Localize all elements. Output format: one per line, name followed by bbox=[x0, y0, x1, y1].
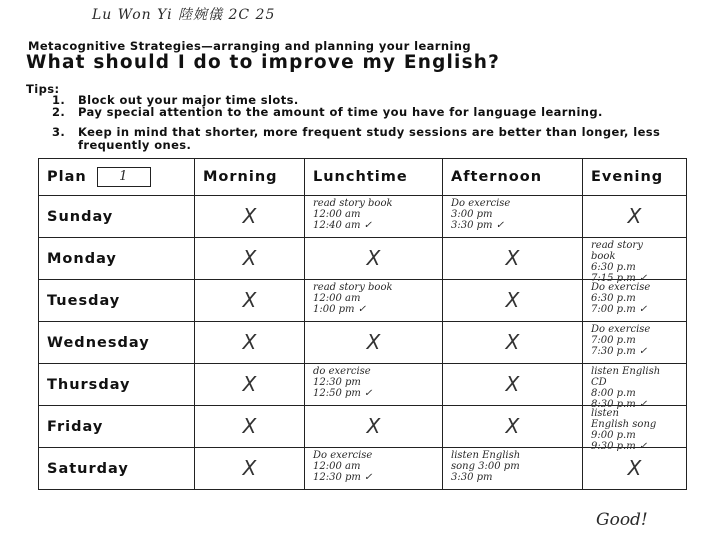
lunchtime-cell bbox=[305, 322, 443, 364]
lunchtime-cell bbox=[305, 448, 443, 490]
day-cell: Monday bbox=[39, 238, 195, 280]
handwritten-entry: listen English song 3:00 pm 3:30 pm bbox=[451, 450, 521, 483]
tip-text: Pay special attention to the amount of time you have for language learning. bbox=[78, 105, 603, 119]
student-name: Lu Won Yi 陸婉儀 2C 25 bbox=[92, 7, 276, 23]
handwritten-entry: read story book 6:30 p.m 7:15 p.m ✓ bbox=[591, 240, 648, 284]
worksheet-title: What should I do to improve my English? bbox=[26, 52, 501, 73]
tips-label: Tips: bbox=[26, 82, 60, 96]
tip-text: Keep in mind that shorter, more frequent study sessions are better than longer, less frequently ones. bbox=[78, 125, 661, 152]
cross-mark: X bbox=[242, 246, 257, 270]
morning-cell bbox=[195, 238, 305, 280]
evening-cell bbox=[583, 406, 687, 452]
study-plan-table bbox=[38, 158, 687, 490]
tip-text: Block out your major time slots. bbox=[78, 93, 299, 107]
table-row bbox=[39, 364, 687, 406]
handwritten-entry: read story book 12:00 am 1:00 pm ✓ bbox=[313, 282, 393, 315]
handwritten-entry: Do exercise 7:00 p.m 7:30 p.m ✓ bbox=[591, 324, 651, 357]
morning-cell bbox=[195, 196, 305, 238]
lunchtime-cell bbox=[305, 196, 443, 238]
header-lunchtime: Lunchtime bbox=[305, 159, 443, 196]
tip-number: 2. bbox=[52, 105, 66, 119]
evening-cell bbox=[583, 322, 687, 364]
plan-number-box: 1 bbox=[97, 167, 151, 187]
lunchtime-cell bbox=[305, 364, 443, 406]
handwritten-entry: do exercise 12:30 pm 12:50 pm ✓ bbox=[313, 366, 373, 399]
afternoon-cell bbox=[443, 406, 583, 448]
cross-mark: X bbox=[242, 372, 257, 396]
table-header-row bbox=[39, 159, 687, 196]
day-cell: Saturday bbox=[39, 448, 195, 490]
handwritten-entry: listen English CD 8:00 p.m 8:30 p.m ✓ bbox=[591, 366, 661, 410]
day-cell: Thursday bbox=[39, 364, 195, 406]
table-row bbox=[39, 406, 687, 448]
evening-cell bbox=[583, 196, 687, 238]
afternoon-cell bbox=[443, 196, 583, 238]
day-cell: Sunday bbox=[39, 196, 195, 238]
afternoon-cell bbox=[443, 322, 583, 364]
cross-mark: X bbox=[505, 330, 520, 354]
teacher-note: Good! bbox=[596, 510, 648, 530]
header-plan-label: Plan bbox=[47, 169, 87, 185]
afternoon-cell bbox=[443, 238, 583, 280]
evening-cell bbox=[583, 280, 687, 322]
cross-mark: X bbox=[505, 414, 520, 438]
header-plan bbox=[39, 159, 195, 196]
morning-cell bbox=[195, 364, 305, 406]
cross-mark: X bbox=[242, 414, 257, 438]
cross-mark: X bbox=[505, 372, 520, 396]
header-evening: Evening bbox=[583, 159, 687, 196]
cross-mark: X bbox=[366, 414, 381, 438]
table-row bbox=[39, 448, 687, 490]
cross-mark: X bbox=[627, 456, 642, 480]
evening-cell bbox=[583, 364, 687, 410]
cross-mark: X bbox=[242, 330, 257, 354]
morning-cell bbox=[195, 448, 305, 490]
morning-cell bbox=[195, 280, 305, 322]
tip-number: 1. bbox=[52, 93, 66, 107]
afternoon-cell bbox=[443, 448, 583, 490]
header-afternoon: Afternoon bbox=[443, 159, 583, 196]
cross-mark: X bbox=[242, 456, 257, 480]
day-cell: Friday bbox=[39, 406, 195, 448]
lunchtime-cell bbox=[305, 238, 443, 280]
handwritten-entry: listen English song 9:00 p.m 9:30 p.m ✓ bbox=[591, 408, 657, 452]
handwritten-entry: Do exercise 12:00 am 12:30 pm ✓ bbox=[313, 450, 373, 483]
handwritten-entry: Do exercise 3:00 pm 3:30 pm ✓ bbox=[451, 198, 511, 231]
morning-cell bbox=[195, 406, 305, 448]
cross-mark: X bbox=[242, 204, 257, 228]
table-row bbox=[39, 196, 687, 238]
lunchtime-cell bbox=[305, 280, 443, 322]
handwritten-entry: Do exercise 6:30 p.m 7:00 p.m ✓ bbox=[591, 282, 651, 315]
cross-mark: X bbox=[627, 204, 642, 228]
table-row bbox=[39, 280, 687, 322]
handwritten-entry: read story book 12:00 am 12:40 am ✓ bbox=[313, 198, 393, 231]
cross-mark: X bbox=[505, 246, 520, 270]
morning-cell bbox=[195, 322, 305, 364]
evening-cell bbox=[583, 448, 687, 490]
header-morning: Morning bbox=[195, 159, 305, 196]
worksheet-subtitle: Metacognitive Strategies—arranging and planning your learning bbox=[28, 39, 472, 53]
tip-number: 3. bbox=[52, 125, 66, 139]
cross-mark: X bbox=[505, 288, 520, 312]
day-cell: Tuesday bbox=[39, 280, 195, 322]
day-cell: Wednesday bbox=[39, 322, 195, 364]
evening-cell bbox=[583, 238, 687, 284]
table-row bbox=[39, 238, 687, 280]
table-row bbox=[39, 322, 687, 364]
afternoon-cell bbox=[443, 280, 583, 322]
afternoon-cell bbox=[443, 364, 583, 406]
cross-mark: X bbox=[366, 330, 381, 354]
cross-mark: X bbox=[366, 246, 381, 270]
cross-mark: X bbox=[242, 288, 257, 312]
lunchtime-cell bbox=[305, 406, 443, 448]
